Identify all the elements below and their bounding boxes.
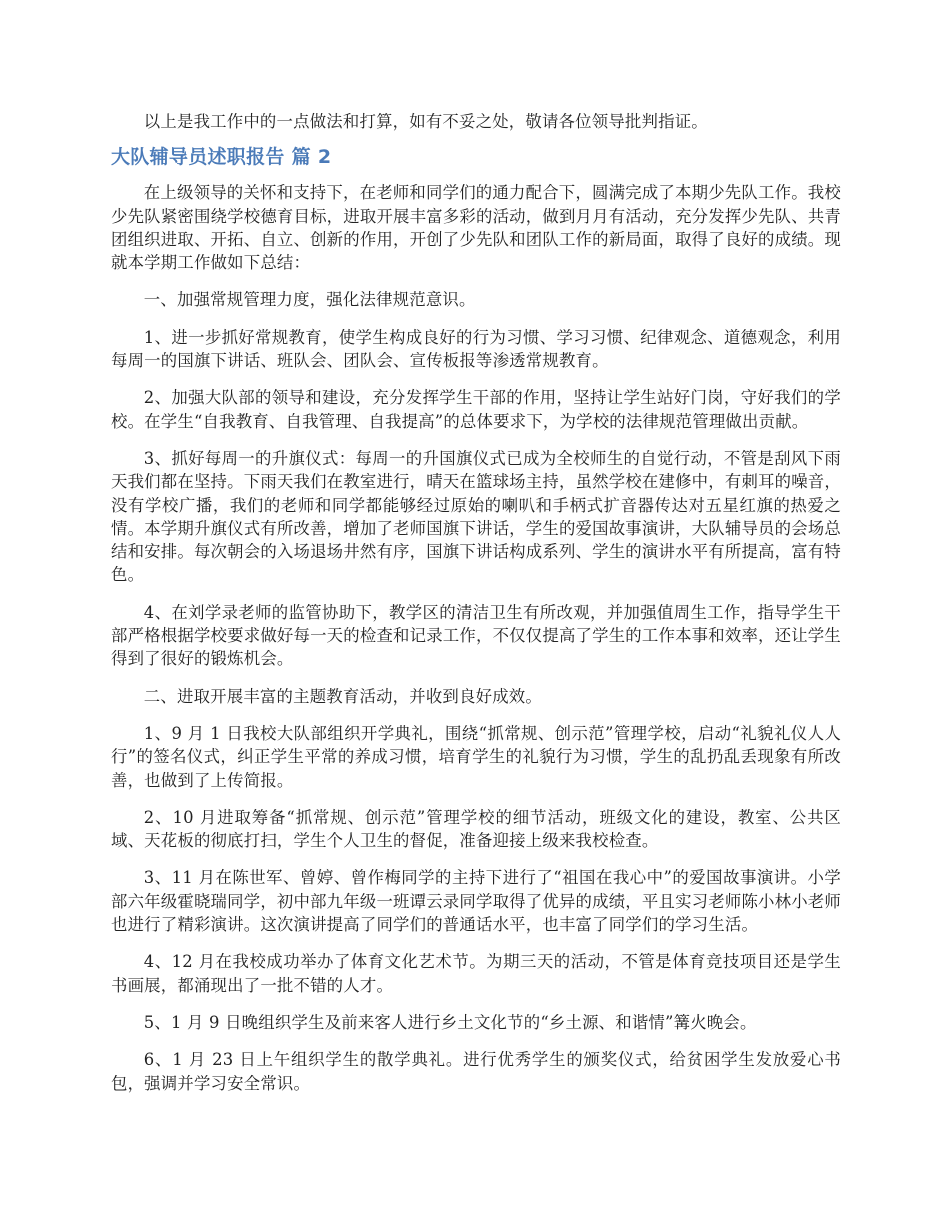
paragraph-item-1-3: 3、抓好每周一的升旗仪式：每周一的升国旗仪式已成为全校师生的自觉行动，不管是刮风下雨天我们都在坚持。下雨天我们在教室进行，晴天在篮球场主持，虽然学校在建修中，有刺耳的噪音，没有学校广播，我们的老师和同学都能够经过原始的喇叭和手柄式扩音器传达对五星红旗的热爱之情。本学期升旗仪式有所改善，增加了老师国旗下讲话，学生的爱国故事演讲，大队辅导员的会场总结和安排。每次朝会的入场退场井然有序，国旗下讲话构成系列、学生的演讲水平有所提高，富有特色。 [111,448,841,585]
paragraph-item-2-3: 3、11 月在陈世军、曾婷、曾作梅同学的主持下进行了“祖国在我心中”的爱国故事演讲。小学部六年级霍晓瑞同学，初中部九年级一班谭云录同学取得了优异的成绩，平且实习老师陈小林小老师也进行了精彩演讲。这次演讲提高了同学们的普通话水平，也丰富了同学们的学习生活。 [111,868,841,935]
document-body [111,110,841,1109]
paragraph-section-one-title: 一、加强常规管理力度，强化法律规范意识。 [143,290,476,310]
paragraph-item-1-2: 2、加强大队部的领导和建设，充分发挥学生干部的作用，坚持让学生站好门岗，守好我们的学校。在学生“自我教育、自我管理、自我提高”的总体要求下，为学校的法律规范管理做出贡献。 [111,388,841,431]
paragraph-item-2-1: 1、9 月 1 日我校大队部组织开学典礼，围绕“抓常规、创示范”管理学校，启动“礼貌礼仪人人行”的签名仪式，纠正学生平常的养成习惯，培育学生的礼貌行为习惯，学生的乱扔乱丢现象有所改善，也做到了上传简报。 [111,723,841,790]
paragraph-overview: 在上级领导的关怀和支持下，在老师和同学们的通力配合下，圆满完成了本期少先队工作。我校少先队紧密围绕学校德育目标，进取开展丰富多彩的活动，做到月月有活动，充分发挥少先队、共青团组织进取、开拓、自立、创新的作用，开创了少先队和团队工作的新局面，取得了良好的成绩。现就本学期工作做如下总结： [111,183,841,273]
paragraph-item-2-5: 5、1 月 9 日晚组织学生及前来客人进行乡土文化节的“乡土源、和谐情”篝火晚会。 [143,1012,757,1032]
paragraph-item-2-6: 6、1 月 23 日上午组织学生的散学典礼。进行优秀学生的颁奖仪式，给贫困学生发放爱心书包，强调并学习安全常识。 [111,1050,841,1093]
paragraph-item-1-4: 4、在刘学录老师的监管协助下，教学区的清洁卫生有所改观，并加强值周生工作，指导学生干部严格根据学校要求做好每一天的检查和记录工作，不仅仅提高了学生的工作本事和效率，还让学生得到了很好的锻炼机会。 [111,602,841,669]
paragraph-item-1-1: 1、进一步抓好常规教育，使学生构成良好的行为习惯、学习习惯、纪律观念、道德观念，利用每周一的国旗下讲话、班队会、团队会、宣传板报等渗透常规教育。 [111,327,841,371]
section-heading: 大队辅导员述职报告 篇 2 [111,146,332,169]
intro-paragraph: 以上是我工作中的一点做法和打算，如有不妥之处，敬请各位领导批判指证。 [143,112,708,131]
paragraph-section-two-title: 二、进取开展丰富的主题教育活动，并收到良好成效。 [143,686,542,706]
paragraph-item-2-2: 2、10 月进取筹备“抓常规、创示范”管理学校的细节活动，班级文化的建设，教室、公共区域、天花板的彻底打扫，学生个人卫生的督促，准备迎接上级来我校检查。 [111,807,841,851]
paragraph-item-2-4: 4、12 月在我校成功举办了体育文化艺术节。为期三天的活动，不管是体育竞技项目还是学生书画展，都涌现出了一批不错的人才。 [111,952,841,995]
